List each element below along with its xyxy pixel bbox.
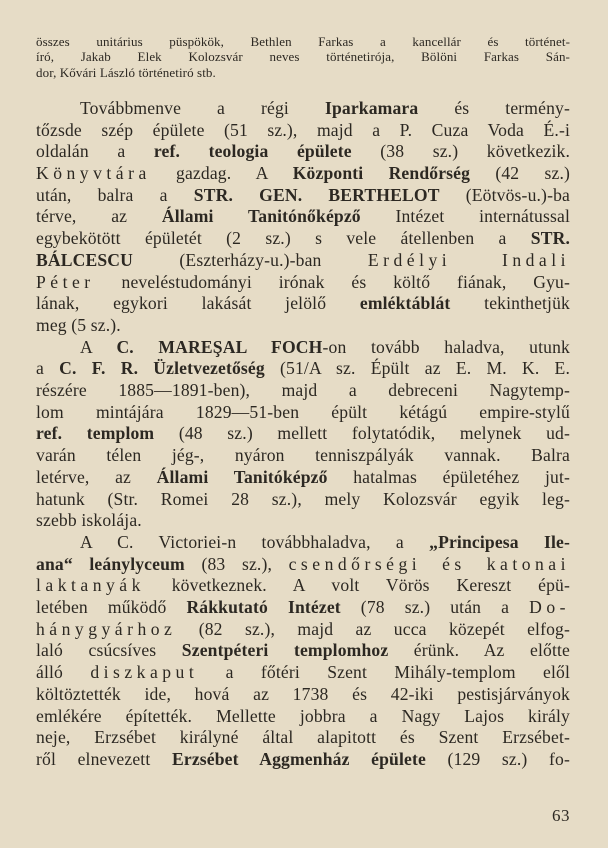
text-line: laktanyák következnek. A volt Vörös Kereszt épü- [36,575,570,596]
text-line: laló csúcsíves Szentpéteri templomhoz érünk. Az előtte [36,640,570,661]
text-line: egybekötött épületét (2 sz.) s vele átellenben a STR. [36,228,570,249]
text-line: dor, Kővári László történetiró stb. [36,64,216,80]
paragraph-foch [36,337,570,532]
text-line: meg (5 sz.). [36,314,121,335]
text-line: szebb iskolája. [36,510,142,531]
text-line: író, Jakab Elek Kolozsvár neves történetirója, Bölöni Farkas Sán- [36,49,570,65]
text-line: összes unitárius püspökök, Bethlen Farkas a kancellár és történet- [36,34,570,49]
paragraph-victoriei [36,532,570,771]
text-line: letérve, az Állami Tanitóképző hatalmas épületéhez jut- [36,466,570,487]
text-line: költöztették ide, hová az 1738 és 42-iki pestisjárványok [36,683,570,704]
text-line: térve, az Állami Tanitónőképző Intézet internátussal [36,206,570,227]
text-line: letében működő Rákkutató Intézet (78 sz.) után a Do- [36,597,570,618]
text-line: varán télen jég-, nyáron tenniszpályák vannak. Balra [36,445,570,466]
page-number: 63 [552,806,570,825]
paragraph-iparkamara [36,98,570,337]
intro-paragraph [36,34,570,80]
text-line: oldalán a ref. teologia épülete (38 sz.) következik. [36,141,570,162]
text-line: részére 1885—1891-ben), majd a debreceni Nagytemp- [36,380,570,401]
text-line: Péter neveléstudományi irónak és költő fiának, Gyu- [36,271,570,292]
text-line: neje, Erzsébet királyné által alapitott és Szent Erzsébet- [36,727,570,748]
text-line: ref. templom (48 sz.) mellett folytatódik, melynek ud- [36,423,570,444]
text-line: Könyvtára gazdag. A Központi Rendőrség (42 sz.) [36,163,571,183]
text-line: álló diszkaput a főtéri Szent Mihály-templom elől [36,662,570,683]
text-line: BÁLCESCU (Eszterházy-u.)-ban Erdélyi Indali [36,249,570,270]
text-line: ana“ leánylyceum (83 sz.), csendőrségi és katonai [36,553,571,574]
text-line: emlékére építették. Mellette jobbra a Nagy Lajos király [36,705,570,726]
text-line: A C. MAREŞAL FOCH-on tovább haladva, utunk [80,336,571,357]
text-line: ről elnevezett Erzsébet Aggmenház épülete (129 sz.) fo- [36,748,570,769]
text-line: Továbbmenve a régi Iparkamara és termény- [80,97,570,118]
text-line: A C. Victoriei-n továbbhaladva, a „Principesa Ile- [80,531,570,552]
text-line: hánygyárhoz (82 sz.), majd az ucca közepét elfog- [36,618,570,639]
text-line: hatunk (Str. Romei 28 sz.), mely Kolozsvár egyik leg- [36,488,570,509]
text-line: lának, egykori lakását jelölő emléktáblát tekinthetjük [36,293,570,314]
text-line: után, balra a STR. GEN. BERTHELOT (Eötvös-u.)-ba [36,184,570,205]
text-line: tőzsde szép épülete (51 sz.), majd a P. Cuza Voda É.-i [36,119,570,140]
text-line: a C. F. R. Üzletvezetőség (51/A sz. Épült az E. M. K. E. [36,358,570,379]
text-line: lom mintájára 1829—51-ben épült kétágú empire-stylű [36,401,570,422]
